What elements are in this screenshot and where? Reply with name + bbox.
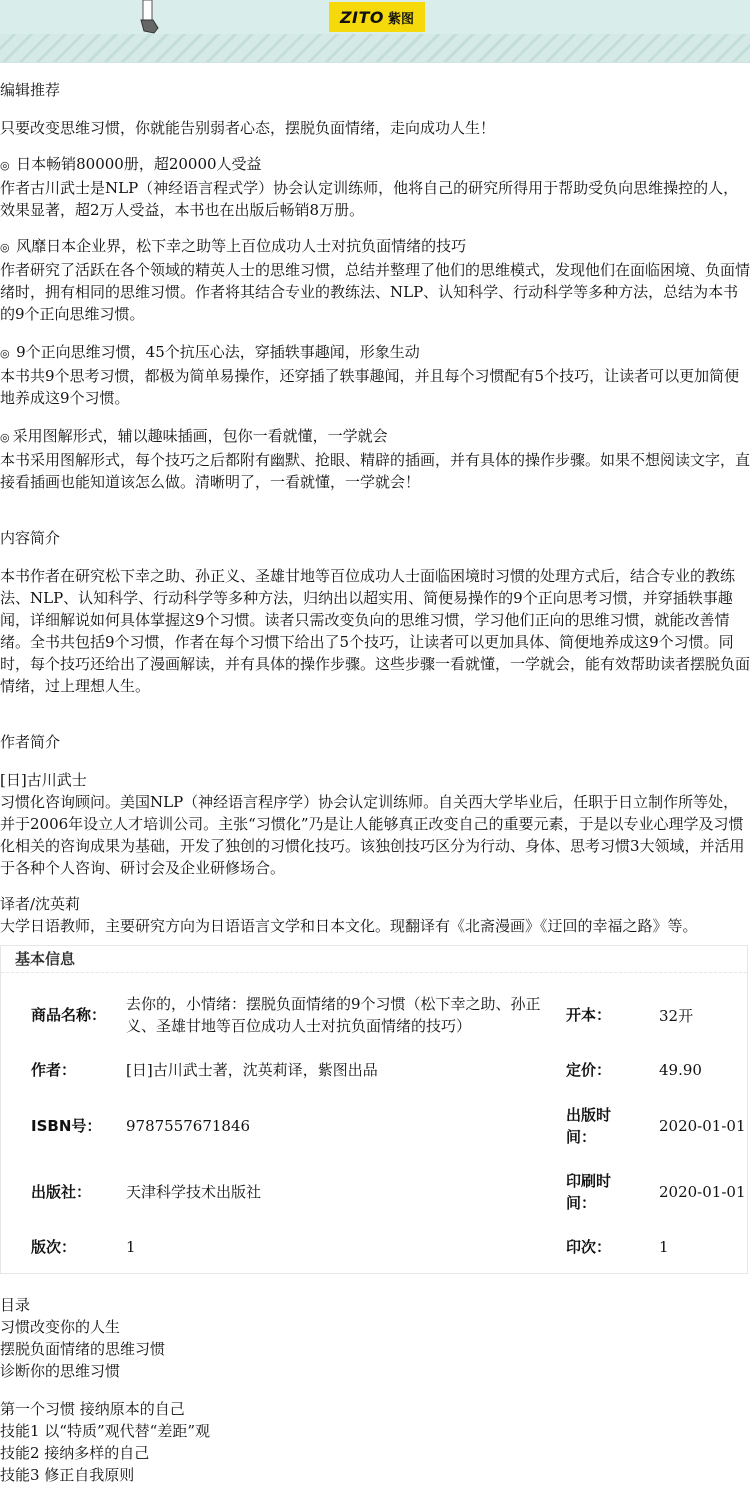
- bullet-title: 采用图解形式，辅以趣味插画，包你一看就懂，一学就会: [12, 427, 388, 445]
- bullet-body: 作者研究了活跃在各个领域的精英人士的思维习惯，总结并整理了他们的思维模式，发现他们在面临困境、负面情绪时，拥有相同的思维习惯。作者将其结合专业的教练法、NLP、认知科学、行动科学等多种方法，总结为本书的9个正向思维习惯。: [0, 261, 750, 323]
- editor-bullet: [0, 341, 750, 409]
- bullet-title: 9个正向思维习惯，45个抗压心法，穿插轶事趣闻，形象生动: [16, 343, 420, 361]
- info-value: 49.90: [659, 1061, 702, 1079]
- info-value: 2020-01-01: [659, 1117, 746, 1135]
- basic-info-table: [1, 973, 747, 1273]
- logo-cn: 紫图: [388, 11, 415, 27]
- editor-bullet: [0, 235, 750, 325]
- info-row: [31, 1159, 747, 1225]
- info-label: 商品名称：: [31, 1006, 107, 1024]
- toc-heading: 目录: [0, 1296, 31, 1314]
- info-row: [31, 983, 747, 1047]
- toc-item: 技能3 修正自我原则: [0, 1466, 135, 1484]
- info-row: [31, 1093, 747, 1159]
- toc-item: 第一个习惯 接纳原本的自己: [0, 1400, 185, 1418]
- bullet-mark: ◎: [0, 431, 10, 444]
- info-value: 去你的，小情绪：摆脱负面情绪的9个习惯（松下幸之助、孙正义、圣雄甘地等百位成功人士对抗负面情绪的技巧）: [126, 995, 541, 1035]
- info-label: 作者：: [31, 1061, 77, 1079]
- basic-info-heading: 基本信息: [1, 946, 747, 973]
- info-value: 2020-01-01: [659, 1183, 746, 1201]
- author-bio: 习惯化咨询顾问。美国NLP（神经语言程序学）协会认定训练师。自关西大学毕业后，任职于日立制作所等处，并于2006年设立人才培训公司。主张“习惯化”乃是让人能够真正改变自己的重要元素，于是以专业心理学及习惯化相关的咨询成果为基础，开发了独创的习惯化技巧。该独创技巧区分为行动、身体、思考习惯3大领域，并活用于各种个人咨询、研讨会及企业研修场合。: [0, 793, 745, 877]
- editor-intro: 只要改变思维习惯，你就能告别弱者心态，摆脱负面情绪，走向成功人生！: [0, 119, 496, 137]
- bullet-mark: ◎: [0, 159, 14, 172]
- bullet-title: 日本畅销80000册，超20000人受益: [16, 155, 262, 173]
- summary-body: 本书作者在研究松下幸之助、孙正义、圣雄甘地等百位成功人士面临困境时习惯的处理方式后，结合专业的教练法、NLP、认知科学、行动科学等多种方法，归纳出以超实用、简便易操作的9个正向思考习惯，并穿插轶事趣闻，详细解说如何具体掌握这9个习惯。读者只需改变负向的思维习惯，学习他们正向的思维习惯，就能改善情绪。全书共包括9个习惯，作者在每个习惯下给出了5个技巧，让读者可以更加具体、简便地养成这9个习惯。同时，每个技巧还给出了漫画解读，并有具体的操作步骤。这些步骤一看就懂，一学就会，能有效帮助读者摆脱负面情绪，过上理想人生。: [0, 567, 750, 695]
- info-value: 1: [659, 1238, 669, 1256]
- info-label: 出版社：: [31, 1183, 92, 1201]
- toc-item: 习惯改变你的人生: [0, 1318, 121, 1336]
- editor-bullet: [0, 425, 750, 493]
- table-of-contents: [0, 1294, 750, 1486]
- toc-item: 摆脱负面情绪的思维习惯: [0, 1340, 166, 1358]
- info-row: [31, 1047, 747, 1093]
- basic-info-box: [0, 945, 748, 1274]
- header-banner: [0, 0, 750, 63]
- info-value: 天津科学技术出版社: [126, 1183, 262, 1201]
- info-value: [日]古川武士著，沈英莉译，紫图出品: [126, 1061, 378, 1079]
- editor-heading: 编辑推荐: [0, 81, 61, 99]
- bullet-mark: ◎: [0, 241, 14, 254]
- info-row: [31, 1225, 747, 1269]
- translator-name: 译者/沈英莉: [0, 895, 81, 913]
- toc-item: 诊断你的思维习惯: [0, 1362, 121, 1380]
- info-label: ISBN号：: [31, 1117, 102, 1135]
- info-value: 9787557671846: [126, 1117, 251, 1135]
- info-label: 印刷时间：: [566, 1172, 612, 1212]
- bullet-body: 本书采用图解形式，每个技巧之后都附有幽默、抢眼、精辟的插画，并有具体的操作步骤。如果不想阅读文字，直接看插画也能知道该怎么做。清晰明了，一看就懂，一学就会！: [0, 451, 750, 491]
- toc-item: 技能2 接纳多样的自己: [0, 1444, 150, 1462]
- bullet-title: 风靡日本企业界，松下幸之助等上百位成功人士对抗负面情绪的技巧: [16, 237, 467, 255]
- info-label: 出版时间：: [566, 1106, 612, 1146]
- author-name: [日]古川武士: [0, 771, 87, 789]
- bullet-mark: ◎: [0, 347, 14, 360]
- info-value: 1: [126, 1238, 136, 1256]
- info-label: 版次：: [31, 1238, 77, 1256]
- info-label: 定价：: [566, 1061, 612, 1079]
- toc-item: 技能1 以“特质”观代替“差距”观: [0, 1422, 210, 1440]
- logo-text: ZITO: [339, 7, 385, 27]
- info-label: 开本：: [566, 1006, 612, 1024]
- bullet-body: 本书共9个思考习惯，都极为简单易操作，还穿插了轶事趣闻，并且每个习惯配有5个技巧，让读者可以更加简便地养成这9个习惯。: [0, 367, 740, 407]
- editor-bullet: [0, 153, 750, 221]
- zito-logo: [329, 2, 425, 32]
- bullet-body: 作者古川武士是NLP（神经语言程式学）协会认定训练师，他将自己的研究所得用于帮助受负向思维操控的人，效果显著，超2万人受益，本书也在出版后畅销8万册。: [0, 179, 739, 219]
- translator-bio: 大学日语教师，主要研究方向为日语语言文学和日本文化。现翻译有《北斋漫画》《迂回的幸福之路》等。: [0, 917, 698, 935]
- cartoon-leg-illustration: [136, 0, 162, 34]
- author-heading: 作者简介: [0, 733, 61, 751]
- info-label: 印次：: [566, 1238, 612, 1256]
- product-description: [0, 63, 750, 1486]
- info-value: 32开: [659, 1006, 694, 1025]
- summary-heading: 内容简介: [0, 529, 61, 547]
